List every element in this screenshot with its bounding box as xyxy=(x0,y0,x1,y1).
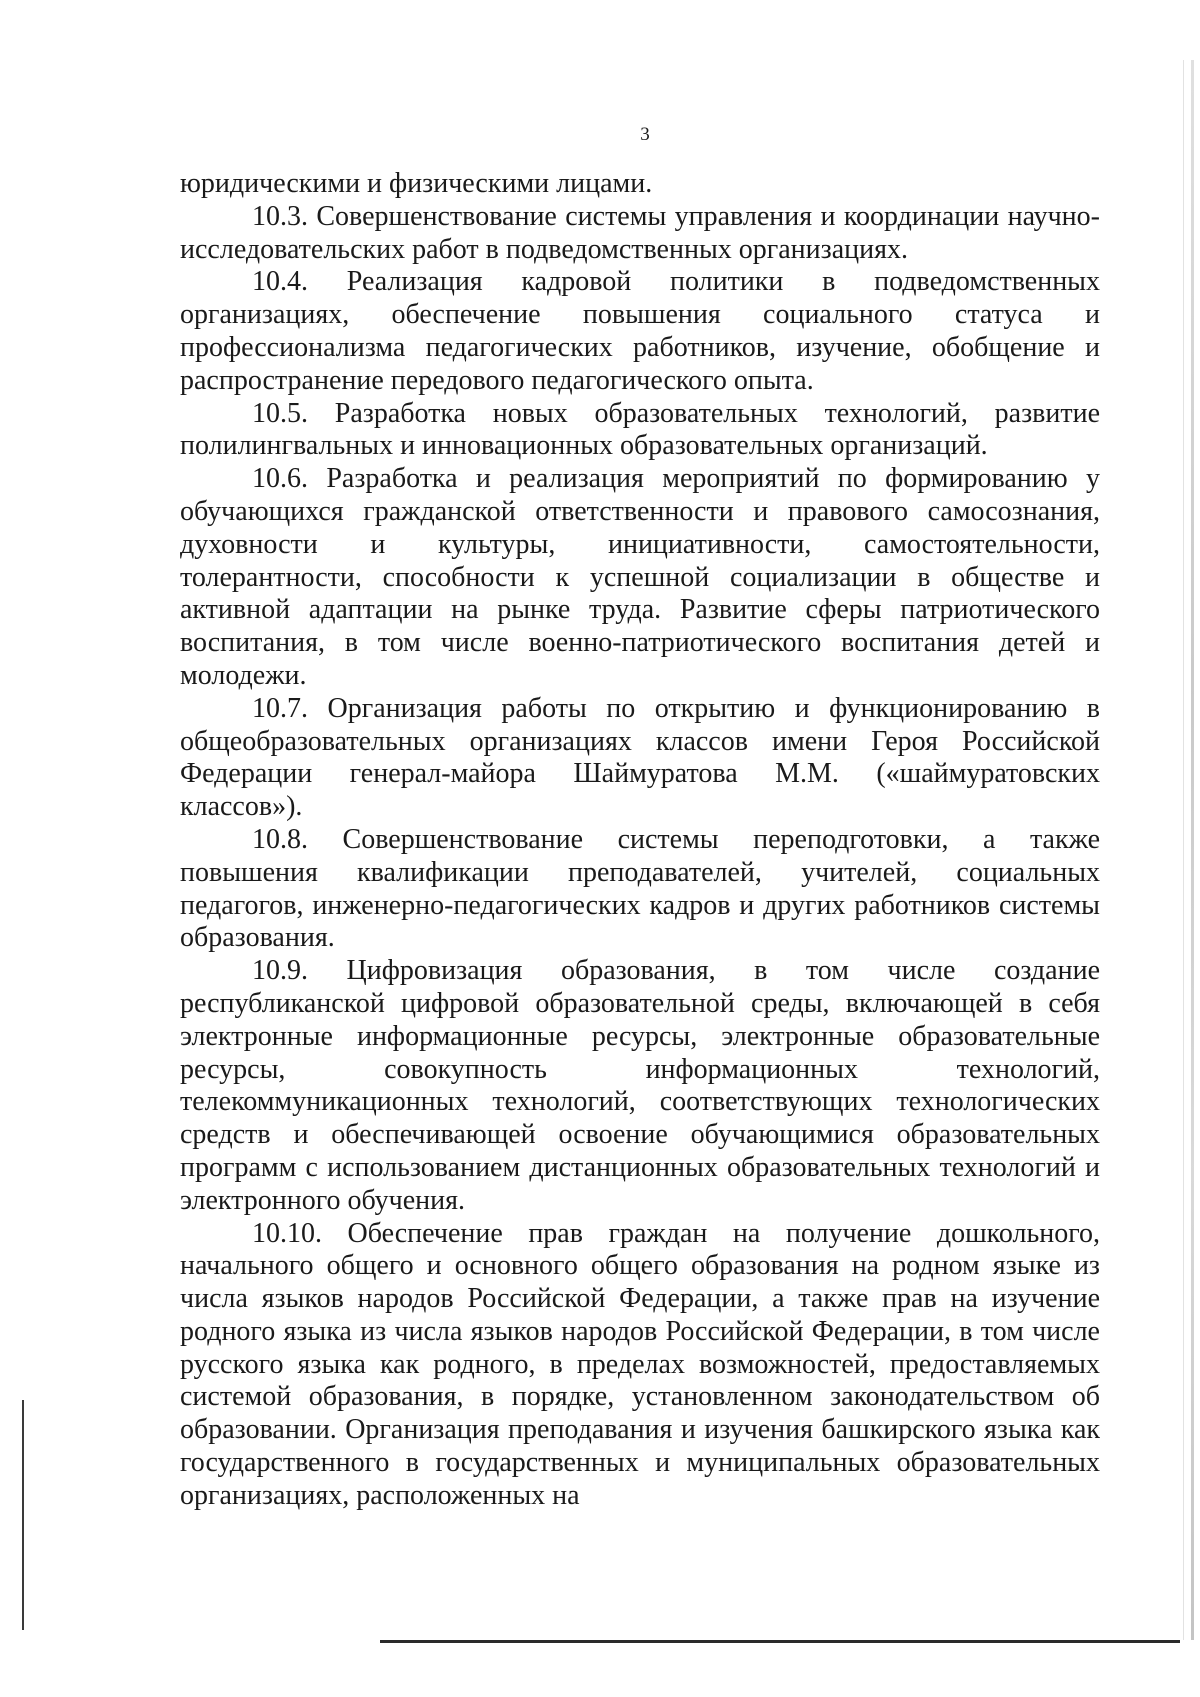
paragraph-10-9: 10.9. Цифровизация образования, в том числе создание республиканской цифровой образовательной среды, включающей в себя электронные информационные ресурсы, электронные образовательные ресурсы, совокупность информационных технологий, телекоммуникационных технологий, соответствующих технологических средств и обеспечивающей освоение обучающимися образовательных программ с использованием дистанционных образовательных технологий и электронного обучения. xyxy=(180,955,1100,1216)
page-number: 3 xyxy=(640,124,650,145)
document-body xyxy=(180,168,1100,1513)
paragraph-continuation: юридическими и физическими лицами. xyxy=(180,168,653,199)
paragraph-10-3: 10.3. Совершенствование системы управления и координации научно-исследовательских работ в подведомственных организациях. xyxy=(180,200,1100,265)
paragraph-10-4: 10.4. Реализация кадровой политики в подведомственных организациях, обеспечение повышения социального статуса и профессионализма педагогических работников, изучение, обобщение и распространение передового педагогического опыта. xyxy=(180,266,1100,396)
paragraph-10-10: 10.10. Обеспечение прав граждан на получение дошкольного, начального общего и основного общего образования на родном языке из числа языков народов Российской Федерации, а также прав на изучение родного языка из числа языков народов Российской Федерации, в том числе русского языка как родного, в пределах возможностей, предоставляемых системой образования, в порядке, установленном законодательством об образовании. Организация преподавания и изучения башкирского языка как государственного в государственных и муниципальных образовательных организациях, расположенных на xyxy=(180,1217,1100,1511)
scan-edge-line xyxy=(1183,60,1184,1640)
paragraph-10-5: 10.5. Разработка новых образовательных технологий, развитие полилингвальных и инновационных образовательных организаций. xyxy=(180,397,1100,462)
paragraph-10-7: 10.7. Организация работы по открытию и функционированию в общеобразовательных организациях классов имени Героя Российской Федерации генерал-майора Шаймуратова М.М. («шаймуратовских классов»). xyxy=(180,692,1100,823)
paragraph-10-6: 10.6. Разработка и реализация мероприятий по формированию у обучающихся гражданской ответственности и правового самосознания, духовности и культуры, инициативности, самостоятельности, толерантности, способности к успешной социализации в обществе и активной адаптации на рынке труда. Развитие сферы патриотического воспитания, в том числе военно-патриотического воспитания детей и молодежи. xyxy=(180,463,1100,691)
paragraph-10-8: 10.8. Совершенствование системы переподготовки, а также повышения квалификации преподавателей, учителей, социальных педагогов, инженерно-педагогических кадров и других работников системы образования. xyxy=(180,823,1100,954)
scan-left-mark xyxy=(22,1400,24,1630)
scan-bottom-line xyxy=(380,1640,1180,1643)
scan-edge-shadow xyxy=(1191,60,1194,1640)
